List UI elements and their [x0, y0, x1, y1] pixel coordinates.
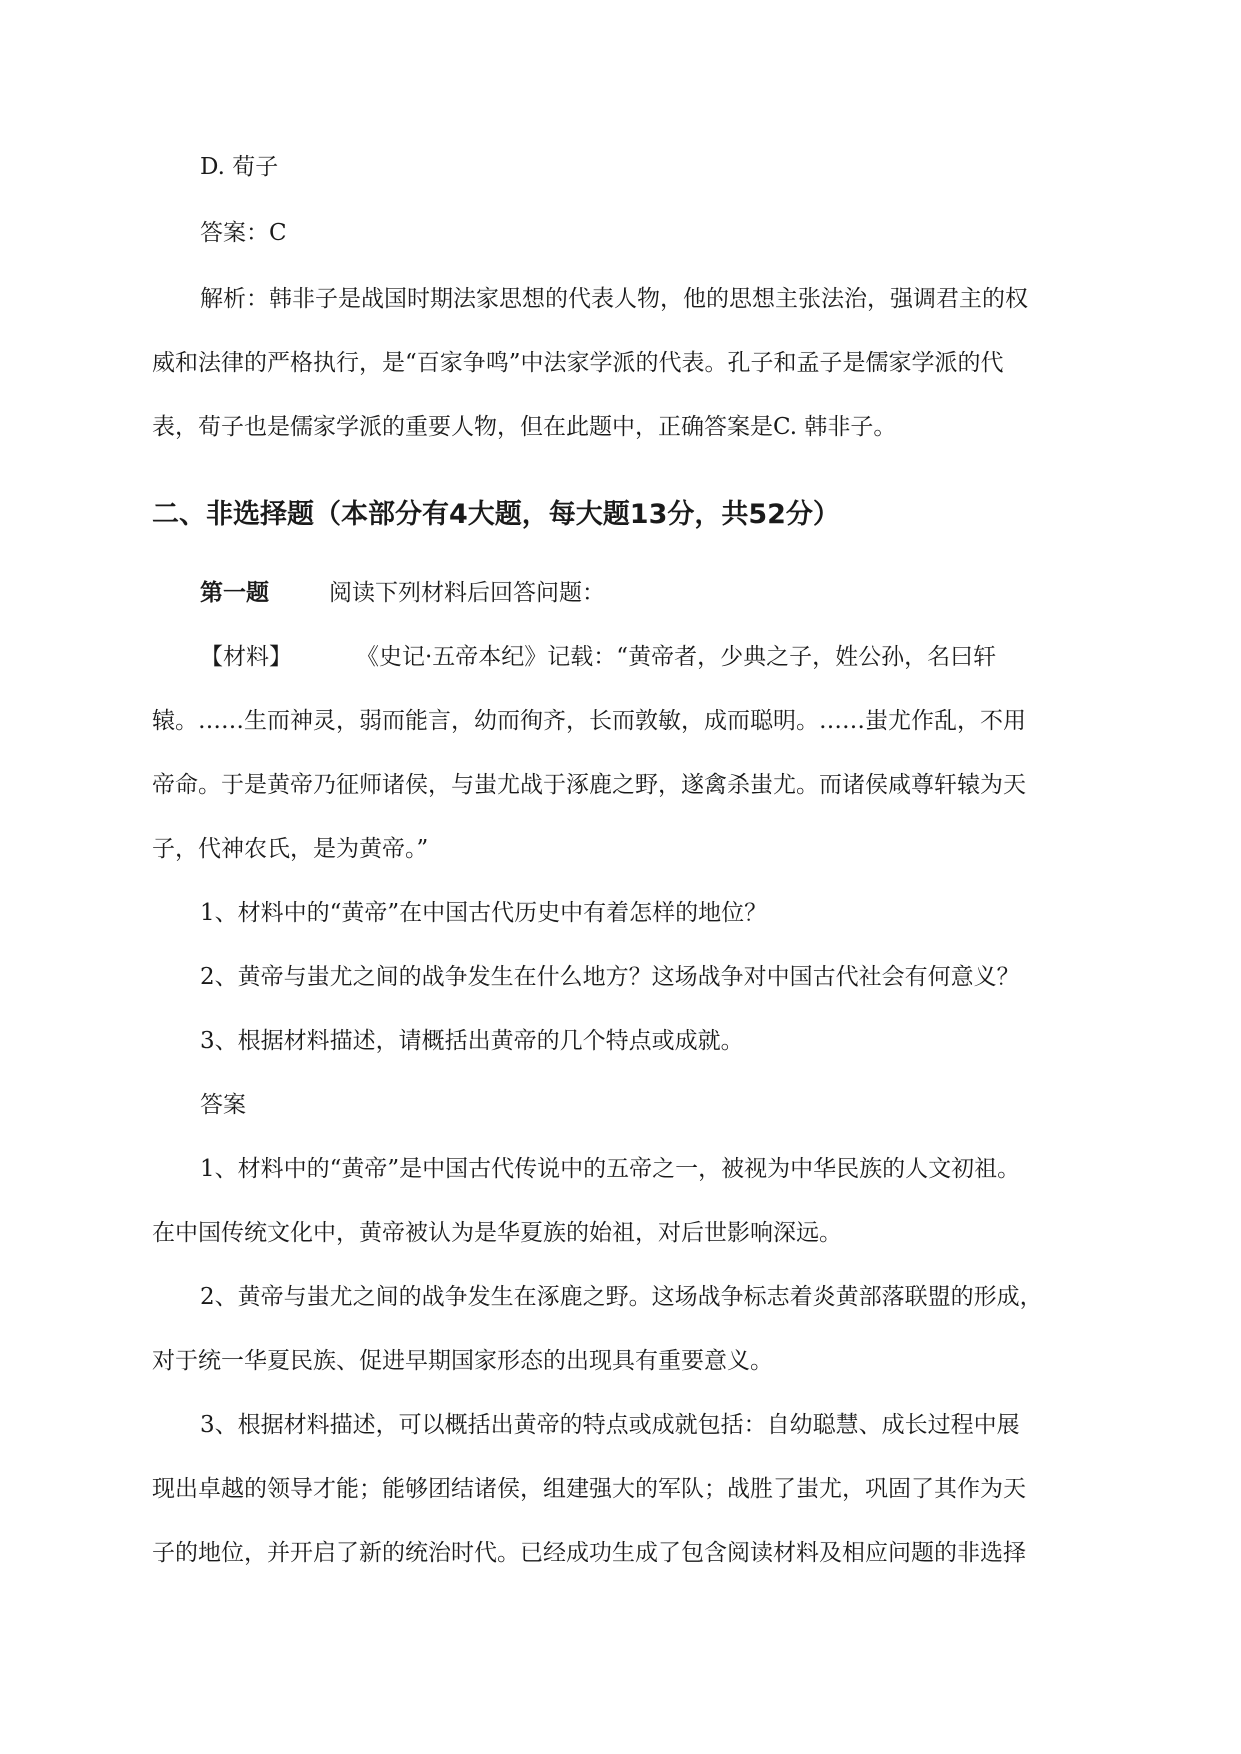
answer-2-line-1: 2、黄帝与蚩尤之间的战争发生在涿鹿之野。这场战争标志着炎黄部落联盟的形成，	[200, 1284, 1043, 1310]
material-line-1	[200, 642, 996, 672]
answer-3-line-2: 现出卓越的领导才能；能够团结诸侯，组建强大的军队；战胜了蚩尤，巩固了其作为天	[152, 1476, 1026, 1502]
analysis-line-2: 威和法律的严格执行，是“百家争鸣”中法家学派的代表。孔子和孟子是儒家学派的代	[152, 350, 1004, 376]
answer-line: 答案：C	[200, 220, 287, 246]
question-1-prompt: 阅读下列材料后回答问题：	[329, 580, 605, 606]
question-item-3: 3、根据材料描述，请概括出黄帝的几个特点或成就。	[200, 1028, 744, 1054]
material-text-1: 《史记·五帝本纪》记载：“黄帝者，少典之子，姓公孙，名曰轩	[356, 644, 997, 670]
question-1-header	[200, 578, 605, 608]
material-label: 【材料】	[200, 644, 292, 670]
answer-1-line-2: 在中国传统文化中，黄帝被认为是华夏族的始祖，对后世影响深远。	[152, 1220, 842, 1246]
section-heading: 二、非选择题（本部分有4大题，每大题13分，共52分）	[152, 499, 840, 530]
material-line-4: 子，代神农氏，是为黄帝。”	[152, 836, 429, 862]
answer-3-line-1: 3、根据材料描述，可以概括出黄帝的特点或成就包括：自幼聪慧、成长过程中展	[200, 1412, 1020, 1438]
analysis-line-1: 解析：韩非子是战国时期法家思想的代表人物，他的思想主张法治，强调君主的权	[200, 286, 1028, 312]
question-item-2: 2、黄帝与蚩尤之间的战争发生在什么地方？这场战争对中国古代社会有何意义？	[200, 964, 1020, 990]
material-line-3: 帝命。于是黄帝乃征师诸侯，与蚩尤战于涿鹿之野，遂禽杀蚩尤。而诸侯咸尊轩辕为天	[152, 772, 1026, 798]
material-line-2: 辕。……生而神灵，弱而能言，幼而徇齐，长而敦敏，成而聪明。……蚩尤作乱，不用	[152, 708, 1026, 734]
answer-label: 答案	[200, 1092, 246, 1118]
option-d: D. 荀子	[200, 154, 279, 180]
answer-2-line-2: 对于统一华夏民族、促进早期国家形态的出现具有重要意义。	[152, 1348, 773, 1374]
question-item-1: 1、材料中的“黄帝”在中国古代历史中有着怎样的地位？	[200, 900, 768, 926]
question-1-label: 第一题	[200, 580, 269, 606]
answer-3-line-3: 子的地位，并开启了新的统治时代。已经成功生成了包含阅读材料及相应问题的非选择	[152, 1540, 1026, 1566]
answer-1-line-1: 1、材料中的“黄帝”是中国古代传说中的五帝之一，被视为中华民族的人文初祖。	[200, 1156, 1021, 1182]
analysis-line-3: 表，荀子也是儒家学派的重要人物，但在此题中，正确答案是C. 韩非子。	[152, 414, 897, 440]
